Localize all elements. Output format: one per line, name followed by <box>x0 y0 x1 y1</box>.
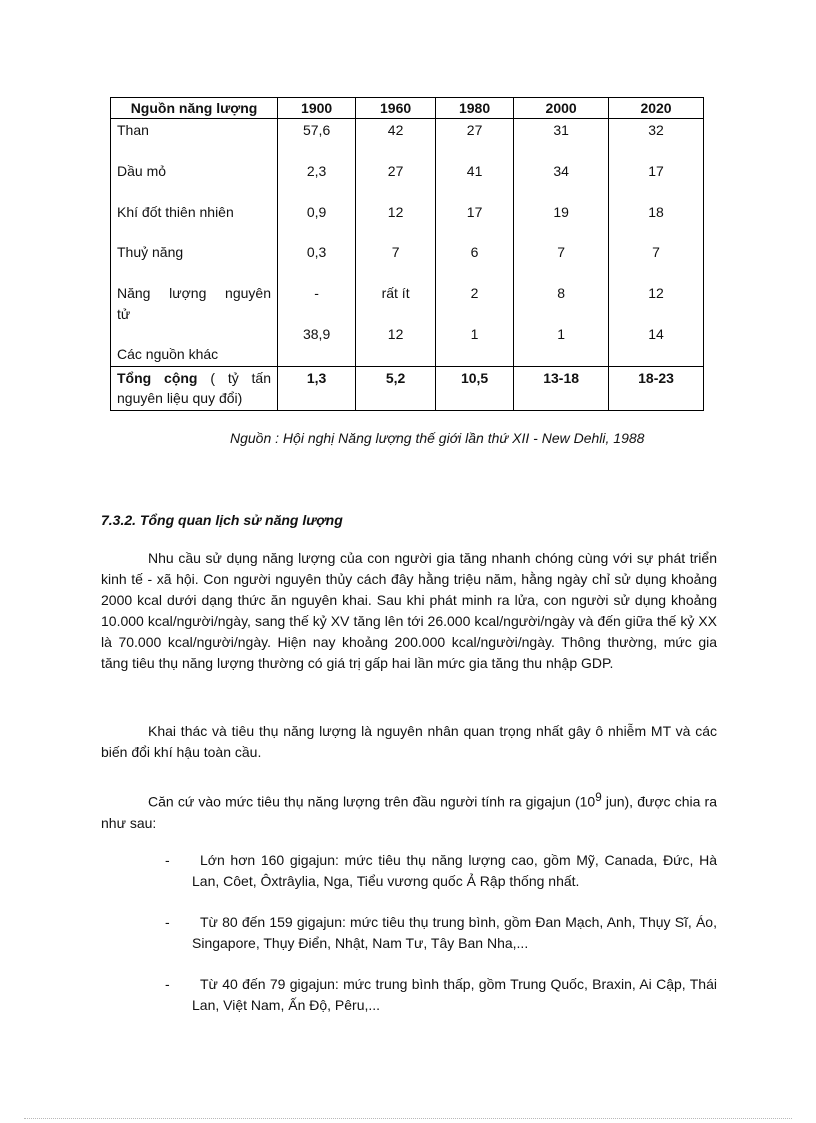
exponent: 9 <box>595 791 602 804</box>
table-value: 1 <box>557 325 566 342</box>
table-value: 32 <box>648 122 664 138</box>
total-label-bold: Tổng cộng <box>117 369 198 386</box>
header-year: 1980 <box>435 98 513 119</box>
table-value: 12 <box>387 325 404 342</box>
table-source-caption: Nguồn : Hội nghị Năng lượng thế giới lần thứ XII - New Dehli, 1988 <box>230 430 645 446</box>
table-header-row <box>111 98 704 119</box>
table-value: 12 <box>648 285 664 302</box>
year-column-cell <box>609 119 704 367</box>
table-value: 27 <box>387 162 404 179</box>
total-value: 5,2 <box>356 366 436 410</box>
list-item <box>165 974 717 1016</box>
table-value: 6 <box>470 244 479 261</box>
table-value: 17 <box>648 162 664 179</box>
table-value: 1 <box>470 325 479 342</box>
year-column-cell <box>278 119 356 367</box>
table-value: 2 <box>470 285 479 302</box>
header-year: 2000 <box>514 98 609 119</box>
page-bottom-divider <box>24 1118 792 1119</box>
source-label-continued: tử <box>117 305 131 322</box>
list-item-text: Lớn hơn 160 gigajun: mức tiêu thụ năng lượng cao, gồm Mỹ, Canada, Đức, Hà Lan, Côet, Ôxtrâylia, Nga, Tiểu vương quốc Ả Rập thống nhất. <box>192 852 717 889</box>
intro-text: Căn cứ vào mức tiêu thụ năng lượng trên đầu người tính ra gigajun (10 <box>148 793 596 810</box>
intro-text-continued: jun), được chia ra như sau: <box>101 793 718 831</box>
table-value: 2,3 <box>306 162 327 179</box>
table-value: 7 <box>391 244 400 261</box>
total-label-line <box>117 368 271 388</box>
header-year: 1900 <box>278 98 356 119</box>
dash-bullet: - <box>165 976 170 992</box>
table-value: 8 <box>557 285 566 302</box>
table-value: 12 <box>387 203 404 220</box>
header-year: 1960 <box>356 98 436 119</box>
source-label: Năng lượng nguyên <box>117 285 271 302</box>
source-label: Khí đốt thiên nhiên <box>117 203 234 220</box>
year-column-cell <box>356 119 436 367</box>
table-value: 17 <box>466 203 483 220</box>
total-value: 1,3 <box>278 366 356 410</box>
total-row <box>111 366 704 410</box>
total-value: 13-18 <box>514 366 609 410</box>
list-item <box>165 850 717 892</box>
table-value: 31 <box>553 122 569 138</box>
source-labels-cell <box>111 119 278 367</box>
table-body-row <box>111 119 704 367</box>
table-value: 7 <box>652 244 660 261</box>
table-value: 0,9 <box>306 203 327 220</box>
table-value: 38,9 <box>302 325 331 342</box>
year-column-cell <box>514 119 609 367</box>
table-value: 0,3 <box>306 244 327 261</box>
body-paragraph: Khai thác và tiêu thụ năng lượng là nguyên nhân quan trọng nhất gây ô nhiễm MT và các biến đổi khí hậu toàn cầu. <box>101 723 717 760</box>
dash-bullet: - <box>165 852 170 868</box>
header-source: Nguồn năng lượng <box>111 98 278 119</box>
table-value: rất ít <box>381 285 410 302</box>
list-item-text: Từ 80 đến 159 gigajun: mức tiêu thụ trung bình, gồm Đan Mạch, Anh, Thụy Sĩ, Áo, Singapore, Thụy Điển, Nhật, Nam Tư, Tây Ban Nha,... <box>192 914 717 951</box>
body-paragraph <box>101 787 717 834</box>
dash-bullet: - <box>165 914 170 930</box>
year-column-cell <box>435 119 513 367</box>
total-value: 18-23 <box>609 366 704 410</box>
header-year: 2020 <box>609 98 704 119</box>
table-value: 18 <box>648 203 664 220</box>
table-value: 34 <box>553 162 569 179</box>
source-label: Thuỷ năng <box>117 244 184 261</box>
source-label: Than <box>117 122 149 138</box>
source-label: Các nguồn khác <box>117 346 219 363</box>
table-value: 14 <box>648 325 664 342</box>
table-value: 7 <box>557 244 566 261</box>
source-label: Dầu mỏ <box>117 162 167 179</box>
table-value: 42 <box>387 122 404 138</box>
list-item-text: Từ 40 đến 79 gigajun: mức trung bình thấp, gồm Trung Quốc, Braxin, Ai Cập, Thái Lan, Việt Nam, Ấn Độ, Pêru,... <box>192 976 717 1013</box>
total-label-cell <box>111 366 278 410</box>
table-value: 19 <box>553 203 569 220</box>
table-value: 57,6 <box>302 122 331 138</box>
total-label-unit: ( tỷ tấn <box>210 369 272 386</box>
table-value: - <box>314 285 319 302</box>
table-value: 27 <box>466 122 483 138</box>
body-paragraph: Nhu cầu sử dụng năng lượng của con người gia tăng nhanh chóng cùng với sự phát triển kinh tế - xã hội. Con người nguyên thủy cách đây hằng triệu năm, hằng ngày chỉ sử dụng khoảng 2000 kcal dưới dạng thức ăn nguyên khai. Sau khi phát minh ra lửa, con người sử dụng khoảng 10.000 kcal/người/ngày, sang thế kỷ XV tăng lên tới 26.000 kcal/người/ngày và đến giữa thế kỷ XX là 70.000 kcal/người/ngày. Hiện nay khoảng 200.000 kcal/người/ngày. Thông thường, mức gia tăng tiêu thụ năng lượng thường có giá trị gấp hai lần mức gia tăng thu nhập GDP. <box>101 550 717 671</box>
section-heading: 7.3.2. Tổng quan lịch sử năng lượng <box>101 512 343 528</box>
total-value: 10,5 <box>435 366 513 410</box>
table-value: 41 <box>466 162 483 179</box>
total-label-continued: nguyên liệu quy đổi) <box>117 390 243 407</box>
energy-sources-table <box>110 97 704 411</box>
list-item <box>165 912 717 954</box>
